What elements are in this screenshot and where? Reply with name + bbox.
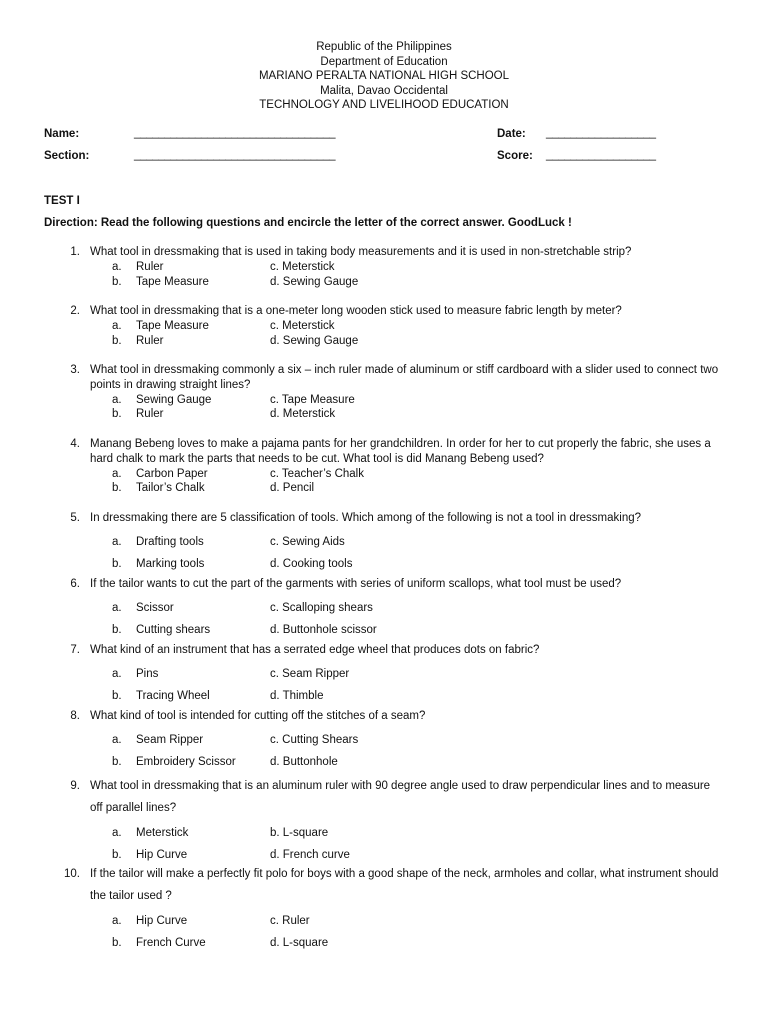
option-letter-b[interactable]: b. <box>112 334 122 347</box>
option-a[interactable]: Pins <box>136 667 159 680</box>
option-d[interactable]: d. Pencil <box>270 482 315 495</box>
option-letter-a[interactable]: a. <box>112 733 122 746</box>
option-a[interactable]: Ruler <box>136 260 164 273</box>
name-blank[interactable]: _________________________________ <box>134 127 336 139</box>
option-row <box>60 932 720 954</box>
option-row <box>60 685 720 707</box>
section-label: Section: <box>44 150 90 162</box>
question-number: 3. <box>70 364 80 376</box>
option-d[interactable]: d. Sewing Gauge <box>270 334 359 347</box>
question-8 <box>60 709 720 773</box>
option-row <box>60 467 720 482</box>
option-b[interactable]: Embroidery Scissor <box>136 755 236 768</box>
test-title: TEST I <box>44 195 80 207</box>
option-d[interactable]: d. Buttonhole <box>270 755 338 768</box>
option-letter-a[interactable]: a. <box>112 319 122 332</box>
option-letter-b[interactable]: b. <box>112 623 122 636</box>
question-1 <box>60 245 720 289</box>
option-b[interactable]: Ruler <box>136 334 164 347</box>
option-d[interactable]: d. Thimble <box>270 689 324 702</box>
option-letter-a[interactable]: a. <box>112 601 122 614</box>
question-text: What kind of an instrument that has a serrated edge wheel that produces dots on fabric? <box>90 644 540 656</box>
option-d[interactable]: d. Meterstick <box>270 408 336 421</box>
question-text: What tool in dressmaking that is used in taking body measurements and it is used in non-stretchable strip? <box>90 246 632 258</box>
option-row <box>60 822 720 844</box>
option-letter-a[interactable]: a. <box>112 667 122 680</box>
option-c[interactable]: c. Tape Measure <box>270 393 355 406</box>
question-number: 6. <box>70 578 80 590</box>
question-text: What tool in dressmaking commonly a six – inch ruler made of aluminum or stiff cardboard with a slider used to connect two points in drawing straight lines? <box>90 364 719 391</box>
question-text: Manang Bebeng loves to make a pajama pants for her grandchildren. In order for her to cut properly the fabric, she uses a hard chalk to mark the parts that needs to be cut. What tool is did Manang Bebeng used? <box>90 438 711 465</box>
test-direction: Direction: Read the following questions and encircle the letter of the correct answer. GoodLuck ! <box>44 217 572 229</box>
option-letter-b[interactable]: b. <box>112 849 122 861</box>
option-c[interactable]: c. Teacher’s Chalk <box>270 467 364 480</box>
option-a[interactable]: Drafting tools <box>136 535 204 548</box>
question-text: What tool in dressmaking that is a one-meter long wooden stick used to measure fabric length by meter? <box>90 305 622 317</box>
option-row <box>60 531 720 553</box>
option-c[interactable]: c. Meterstick <box>270 260 335 273</box>
option-c[interactable]: c. Ruler <box>270 915 310 927</box>
score-blank[interactable]: __________________ <box>546 149 656 161</box>
option-letter-b[interactable]: b. <box>112 557 122 570</box>
option-row <box>60 663 720 685</box>
option-letter-a[interactable]: a. <box>112 827 122 839</box>
question-10 <box>60 863 720 954</box>
option-row <box>60 334 720 349</box>
option-d[interactable]: d. French curve <box>270 849 350 861</box>
option-a[interactable]: Tape Measure <box>136 319 209 332</box>
document-header <box>0 40 768 113</box>
option-b[interactable]: Cutting shears <box>136 623 211 636</box>
option-row <box>60 553 720 575</box>
option-a[interactable]: Seam Ripper <box>136 733 204 746</box>
option-b[interactable]: Marking tools <box>136 557 205 570</box>
option-row <box>60 751 720 773</box>
option-row <box>60 407 720 422</box>
option-row <box>60 481 720 496</box>
option-b[interactable]: Hip Curve <box>136 849 188 861</box>
header-school: MARIANO PERALTA NATIONAL HIGH SCHOOL <box>258 70 510 83</box>
option-letter-a[interactable]: a. <box>112 393 122 406</box>
option-row <box>60 910 720 932</box>
option-letter-b[interactable]: b. <box>112 937 122 949</box>
question-text: What tool in dressmaking that is an aluminum ruler with 90 degree angle used to draw perpendicular lines and to measure off parallel lines? <box>90 780 711 814</box>
question-9 <box>60 775 720 866</box>
header-republic: Republic of the Philippines <box>316 41 452 53</box>
question-number: 1. <box>70 246 80 258</box>
question-number: 9. <box>70 780 80 792</box>
option-d[interactable]: d. Buttonhole scissor <box>270 623 377 636</box>
question-number: 5. <box>70 512 80 524</box>
header-subject: TECHNOLOGY AND LIVELIHOOD EDUCATION <box>259 99 509 112</box>
question-5 <box>60 511 720 575</box>
option-letter-a[interactable]: a. <box>112 260 122 273</box>
date-label: Date: <box>497 128 526 140</box>
question-number: 8. <box>70 710 80 722</box>
score-label: Score: <box>497 150 533 162</box>
option-row <box>60 619 720 641</box>
option-b-alt[interactable]: b. L-square <box>270 827 329 839</box>
option-letter-b[interactable]: b. <box>112 755 122 768</box>
option-c[interactable]: c. Scalloping shears <box>270 601 373 614</box>
option-row <box>60 729 720 751</box>
option-row <box>60 260 720 275</box>
option-c[interactable]: c. Meterstick <box>270 319 335 332</box>
option-b[interactable]: French Curve <box>136 937 206 949</box>
question-text: If the tailor wants to cut the part of the garments with series of uniform scallops, what tool must be used? <box>90 578 622 590</box>
question-3 <box>60 363 720 422</box>
question-number: 7. <box>70 644 80 656</box>
option-row <box>60 319 720 334</box>
option-c[interactable]: c. Seam Ripper <box>270 667 350 680</box>
option-b[interactable]: Tape Measure <box>136 275 209 288</box>
question-text: If the tailor will make a perfectly fit polo for boys with a good shape of the neck, armholes and collar, what instrument should the tailor used ? <box>90 868 719 902</box>
option-row <box>60 597 720 619</box>
option-b[interactable]: Tracing Wheel <box>136 689 210 702</box>
name-label: Name: <box>44 128 80 140</box>
option-a[interactable]: Carbon Paper <box>136 467 208 480</box>
option-b[interactable]: Tailor’s Chalk <box>136 482 205 495</box>
header-location: Malita, Davao Occidental <box>320 84 448 97</box>
question-7 <box>60 643 720 707</box>
section-blank[interactable]: _________________________________ <box>134 149 336 161</box>
option-letter-b[interactable]: b. <box>112 482 122 495</box>
header-department: Department of Education <box>320 55 448 68</box>
option-d[interactable]: d. L-square <box>270 937 329 949</box>
option-b[interactable]: Ruler <box>136 408 164 421</box>
option-letter-a[interactable]: a. <box>112 915 122 927</box>
option-c[interactable]: c. Cutting Shears <box>270 733 359 746</box>
question-6 <box>60 577 720 641</box>
option-letter-b[interactable]: b. <box>112 408 122 421</box>
question-text: What kind of tool is intended for cutting off the stitches of a seam? <box>90 710 426 722</box>
question-text: In dressmaking there are 5 classification of tools. Which among of the following is not a tool in dressmaking? <box>90 512 642 524</box>
option-letter-b[interactable]: b. <box>112 689 122 702</box>
option-row <box>60 393 720 408</box>
option-a[interactable]: Scissor <box>136 601 174 614</box>
option-letter-a[interactable]: a. <box>112 467 122 480</box>
date-blank[interactable]: __________________ <box>546 127 656 139</box>
option-c[interactable]: c. Sewing Aids <box>270 535 345 548</box>
question-number: 2. <box>70 305 80 317</box>
question-number: 10. <box>64 868 80 880</box>
option-d[interactable]: d. Sewing Gauge <box>270 275 359 288</box>
question-4 <box>60 437 720 496</box>
question-2 <box>60 304 720 348</box>
option-letter-b[interactable]: b. <box>112 275 122 288</box>
option-letter-a[interactable]: a. <box>112 535 122 548</box>
option-a[interactable]: Sewing Gauge <box>136 393 212 406</box>
option-a[interactable]: Meterstick <box>136 827 189 839</box>
option-a[interactable]: Hip Curve <box>136 915 188 927</box>
option-d[interactable]: d. Cooking tools <box>270 557 353 570</box>
question-number: 4. <box>70 438 80 450</box>
option-row <box>60 275 720 290</box>
